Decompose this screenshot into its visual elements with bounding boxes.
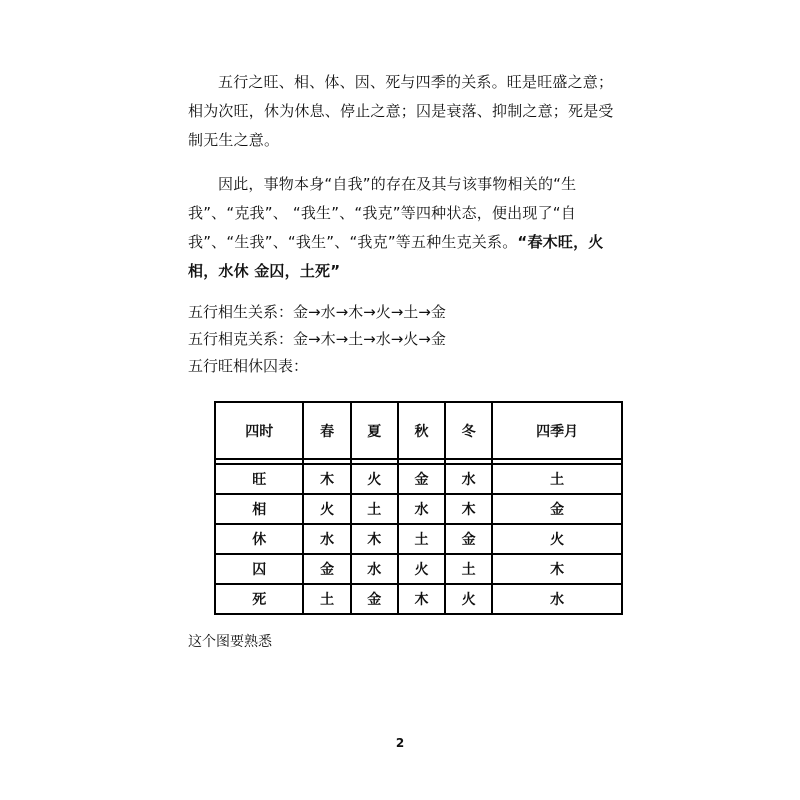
table-cell: 土	[492, 464, 622, 494]
note-text: 这个图要熟悉	[188, 634, 272, 650]
table-cell: 旺	[215, 464, 303, 494]
table-cell: 金	[351, 584, 398, 614]
table-cell: 土	[303, 584, 350, 614]
table-cell: 木	[445, 494, 492, 524]
table-cell: 水	[492, 584, 622, 614]
table-cell: 水	[445, 464, 492, 494]
table-cell: 木	[303, 464, 350, 494]
table-cell: 土	[445, 554, 492, 584]
table-caption: 五行旺相休囚表：	[188, 357, 309, 375]
wuxing-table	[214, 401, 623, 615]
paragraph-sheng-ke-states	[188, 170, 628, 286]
table-header-cell: 冬	[445, 402, 492, 459]
table-cell: 囚	[215, 554, 303, 584]
table-header-cell: 四季月	[492, 402, 622, 459]
table-cell: 水	[398, 494, 445, 524]
table-cell: 木	[398, 584, 445, 614]
table-cell: 水	[303, 524, 350, 554]
table-cell: 相	[215, 494, 303, 524]
table-cell: 木	[492, 554, 622, 584]
table-row	[215, 524, 622, 554]
table-cell: 火	[398, 554, 445, 584]
table-row	[215, 584, 622, 614]
table-header-cell: 秋	[398, 402, 445, 459]
table-cell: 土	[351, 494, 398, 524]
table-header-row	[215, 402, 622, 459]
table-cell: 火	[445, 584, 492, 614]
sheng-relation-line: 五行相生关系：金→水→木→火→土→金	[188, 303, 446, 321]
table-cell: 土	[398, 524, 445, 554]
table-row	[215, 554, 622, 584]
table-cell: 金	[303, 554, 350, 584]
table-header-cell: 四时	[215, 402, 303, 459]
ke-relation-line: 五行相克关系：金→木→土→水→火→金	[188, 330, 446, 348]
table-cell: 死	[215, 584, 303, 614]
table-header-cell: 夏	[351, 402, 398, 459]
table-cell: 火	[303, 494, 350, 524]
paragraph-wuxing-seasons: 五行之旺、相、体、因、死与四季的关系。旺是旺盛之意；相为次旺，休为休息、停止之意；囚是衰落、抑制之意；死是受制无生之意。	[188, 73, 614, 149]
paragraph-spring-quote: “春木旺，火相，水休 金囚，土死”	[188, 233, 604, 280]
table-cell: 金	[445, 524, 492, 554]
table-cell: 火	[351, 464, 398, 494]
table-cell: 金	[492, 494, 622, 524]
table-cell: 木	[351, 524, 398, 554]
table-cell: 火	[492, 524, 622, 554]
table-row	[215, 494, 622, 524]
table-cell: 水	[351, 554, 398, 584]
table-cell: 金	[398, 464, 445, 494]
page-number: 2	[395, 736, 405, 750]
paragraph-sheng-ke-text: 因此，事物本身“自我”的存在及其与该事物相关的“生我”、“克我”、 “我生”、“我克”等四种状态，便出现了“自我”、“生我”、“我生”、“我克”等五种生克关系。	[188, 175, 577, 251]
table-row	[215, 464, 622, 494]
table-cell: 休	[215, 524, 303, 554]
table-header-cell: 春	[303, 402, 350, 459]
